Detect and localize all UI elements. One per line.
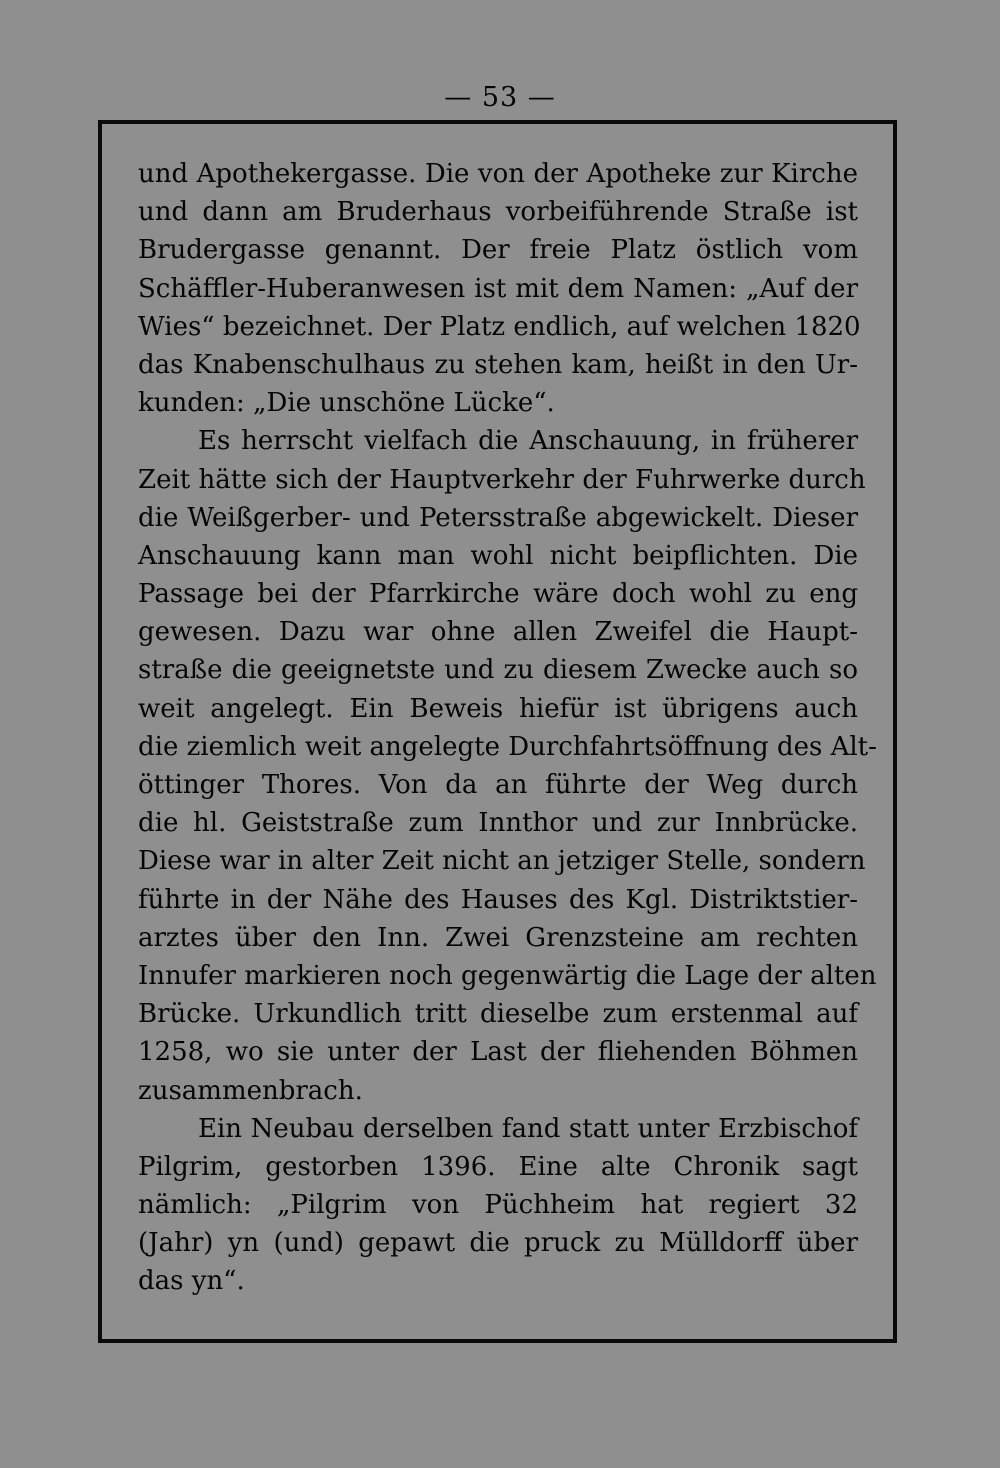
text-line: und Apothekergasse. Die von der Apotheke zur Kirche (138, 159, 858, 189)
text-line: Anschauung kann man wohl nicht beipflichten. Die (138, 540, 858, 571)
body-text (138, 155, 877, 1301)
text-line: Diese war in alter Zeit nicht an jetziger Stelle, sondern (138, 846, 866, 877)
text-line: Brudergasse genannt. Der freie Platz östlich vom (138, 235, 858, 266)
text-line: Innufer markieren noch gegenwärtig die Lage der alten (138, 960, 877, 991)
text-line: die Weißgerber- und Petersstraße abgewickelt. Dieser (138, 502, 858, 533)
text-line: arztes über den Inn. Zwei Grenzsteine am rechten (138, 922, 858, 953)
text-line: 1258, wo sie unter der Last der fliehenden Böhmen (138, 1037, 858, 1068)
text-line: Wies“ bezeichnet. Der Platz endlich, auf welchen 1820 (138, 311, 861, 342)
text-line: zusammenbrach. (138, 1075, 363, 1106)
text-line: führte in der Nähe des Hauses des Kgl. Distriktstier- (138, 884, 858, 915)
text-line: Pilgrim, gestorben 1396. Eine alte Chronik sagt (138, 1151, 858, 1182)
text-line: öttinger Thores. Von da an führte der Weg durch (138, 770, 858, 800)
text-line: die hl. Geiststraße zum Innthor und zur Innbrücke. (138, 808, 858, 839)
text-line: nämlich: „Pilgrim von Püchheim hat regiert 32 (138, 1190, 858, 1221)
text-line: weit angelegt. Ein Beweis hiefür ist übrigens auch (138, 693, 858, 724)
page-number: — 53 — (444, 82, 556, 113)
text-line: das Knabenschulhaus zu stehen kam, heißt in den Ur- (138, 349, 858, 380)
text-line: straße die geeignetste und zu diesem Zwecke auch so (138, 655, 858, 686)
text-line: und dann am Bruderhaus vorbeiführende Straße ist (138, 197, 858, 228)
text-line: gewesen. Dazu war ohne allen Zweifel die Haupt- (138, 617, 858, 648)
text-line: Zeit hätte sich der Hauptverkehr der Fuhrwerke durch (138, 464, 866, 495)
text-line: Ein Neubau derselben fand statt unter Erzbischof (198, 1113, 858, 1144)
text-line: die ziemlich weit angelegte Durchfahrtsöffnung des Alt- (138, 731, 877, 762)
text-line: das yn“. (138, 1266, 245, 1297)
text-line: Es herrscht vielfach die Anschauung, in früherer (198, 426, 858, 457)
text-line: Schäffler-Huberanwesen ist mit dem Namen: „Auf der (138, 273, 858, 304)
text-line: Passage bei der Pfarrkirche wäre doch wohl zu eng (138, 579, 858, 610)
text-line: (Jahr) yn (und) gepawt die pruck zu Mülldorff über (138, 1228, 858, 1259)
text-line: Brücke. Urkundlich tritt dieselbe zum erstenmal auf (138, 999, 858, 1030)
text-line: kunden: „Die unschöne Lücke“. (138, 388, 555, 419)
